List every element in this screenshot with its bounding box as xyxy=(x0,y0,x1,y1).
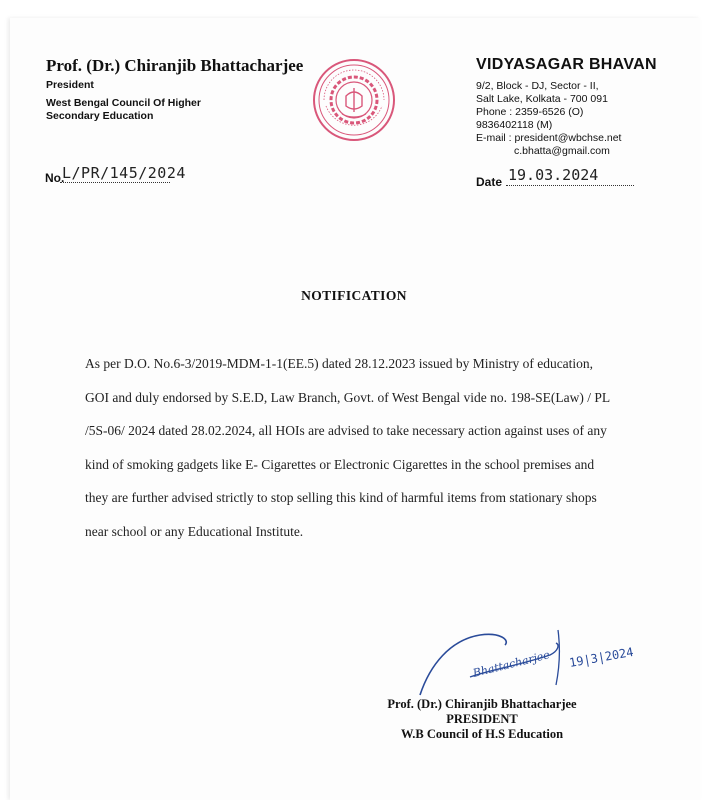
body-line: GOI and duly endorsed by S.E.D, Law Branch, Govt. of West Bengal vide no. 198-SE(Law) / PL xyxy=(85,389,611,405)
date-underline xyxy=(506,185,634,186)
signatory-role: PRESIDENT xyxy=(446,712,518,726)
office-title: VIDYASAGAR BHAVAN xyxy=(476,56,657,73)
memo-no-underline xyxy=(60,182,170,183)
signature-text: Bhattacharjee xyxy=(471,648,552,680)
address-line: c.bhatta@gmail.com xyxy=(514,145,610,157)
signatory-org: W.B Council of H.S Education xyxy=(400,727,564,741)
body-line: near school or any Educational Institute. xyxy=(85,523,304,539)
handwritten-signature-icon xyxy=(410,615,650,705)
letterhead-name: Prof. (Dr.) Chiranjib Bhattacharjee xyxy=(46,56,304,75)
memo-no-value: L/PR/145/2024 xyxy=(62,164,186,182)
address-line: E-mail : president@wbchse.net xyxy=(476,132,622,144)
office-address xyxy=(476,80,621,158)
notification-body xyxy=(85,347,635,548)
address-line: 9/2, Block - DJ, Sector - II, xyxy=(476,80,599,92)
address-line: Phone : 2359-6526 (O) xyxy=(476,106,584,118)
notification-title: NOTIFICATION xyxy=(301,288,407,303)
council-seal-icon xyxy=(312,58,396,142)
address-line: Salt Lake, Kolkata - 700 091 xyxy=(476,93,608,105)
council-line-2: Secondary Education xyxy=(46,110,154,122)
body-line: /5S-06/ 2024 dated 28.02.2024, all HOIs are advised to take necessary action against uses of any xyxy=(85,423,607,438)
letterhead-role: President xyxy=(46,79,94,91)
signatory-name: Prof. (Dr.) Chiranjib Bhattacharjee xyxy=(387,697,577,711)
date-value: 19.03.2024 xyxy=(508,166,599,184)
address-line: 9836402118 (M) xyxy=(476,119,553,131)
body-line: As per D.O. No.6-3/2019-MDM-1-1(EE.5) dated 28.12.2023 issued by Ministry of education, xyxy=(85,356,594,371)
date-label: Date xyxy=(476,175,503,189)
letterhead-council xyxy=(46,97,226,123)
memo-no-label: No. xyxy=(45,171,65,185)
body-line: kind of smoking gadgets like E- Cigarettes or Electronic Cigarettes in the school premises and xyxy=(85,456,595,472)
signature-date: 19|3|2024 xyxy=(568,644,635,670)
council-line-1: West Bengal Council Of Higher xyxy=(46,97,201,109)
body-line: they are further advised strictly to stop selling this kind of harmful items from stationary shops xyxy=(85,490,597,505)
